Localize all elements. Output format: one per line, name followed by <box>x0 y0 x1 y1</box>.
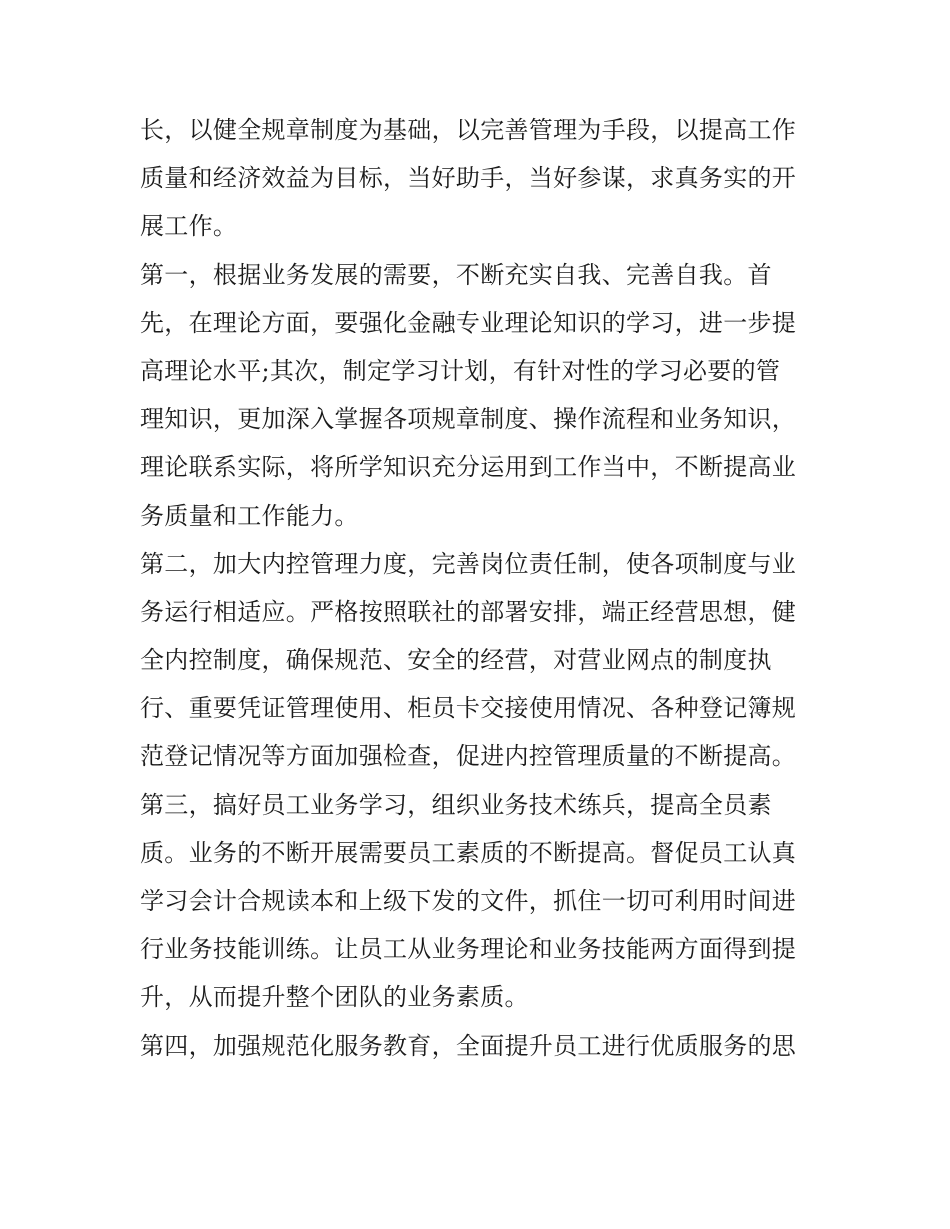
text-line: 理知识，更加深入掌握各项规章制度、操作流程和业务知识， <box>140 405 797 434</box>
text-line: 质量和经济效益为目标，当好助手，当好参谋，求真务实的开 <box>140 164 797 193</box>
text-line: 先，在理论方面，要强化金融专业理论知识的学习，进一步提 <box>140 308 797 337</box>
text-line: 升，从而提升整个团队的业务素质。 <box>140 983 529 1012</box>
text-line: 长，以健全规章制度为基础，以完善管理为手段，以提高工作 <box>140 116 797 144</box>
text-line: 第四，加强规范化服务教育，全面提升员工进行优质服务的思 <box>140 1031 797 1060</box>
text-line: 高理论水平;其次，制定学习计划，有针对性的学习必要的管 <box>140 356 781 385</box>
text-line: 行业务技能训练。让员工从业务理论和业务技能两方面得到提 <box>140 935 797 964</box>
text-line: 理论联系实际，将所学知识充分运用到工作当中，不断提高业 <box>140 453 797 482</box>
text-line: 行、重要凭证管理使用、柜员卡交接使用情况、各种登记簿规 <box>140 694 797 723</box>
text-line: 范登记情况等方面加强检查，促进内控管理质量的不断提高。 <box>140 742 797 771</box>
text-line: 学习会计合规读本和上级下发的文件，抓住一切可利用时间进 <box>140 887 797 915</box>
text-line: 展工作。 <box>140 212 238 241</box>
text-line: 务质量和工作能力。 <box>140 501 359 530</box>
text-line: 全内控制度，确保规范、安全的经营，对营业网点的制度执 <box>140 646 772 675</box>
text-line: 第一，根据业务发展的需要，不断充实自我、完善自我。首 <box>140 260 772 289</box>
body-text <box>140 106 820 1070</box>
text-line: 质。业务的不断开展需要员工素质的不断提高。督促员工认真 <box>140 838 797 867</box>
text-line: 第二，加大内控管理力度，完善岗位责任制，使各项制度与业 <box>140 549 797 578</box>
text-line: 务运行相适应。严格按照联社的部署安排，端正经营思想，健 <box>140 597 797 626</box>
text-line: 第三，搞好员工业务学习，组织业务技术练兵，提高全员素 <box>140 790 772 819</box>
